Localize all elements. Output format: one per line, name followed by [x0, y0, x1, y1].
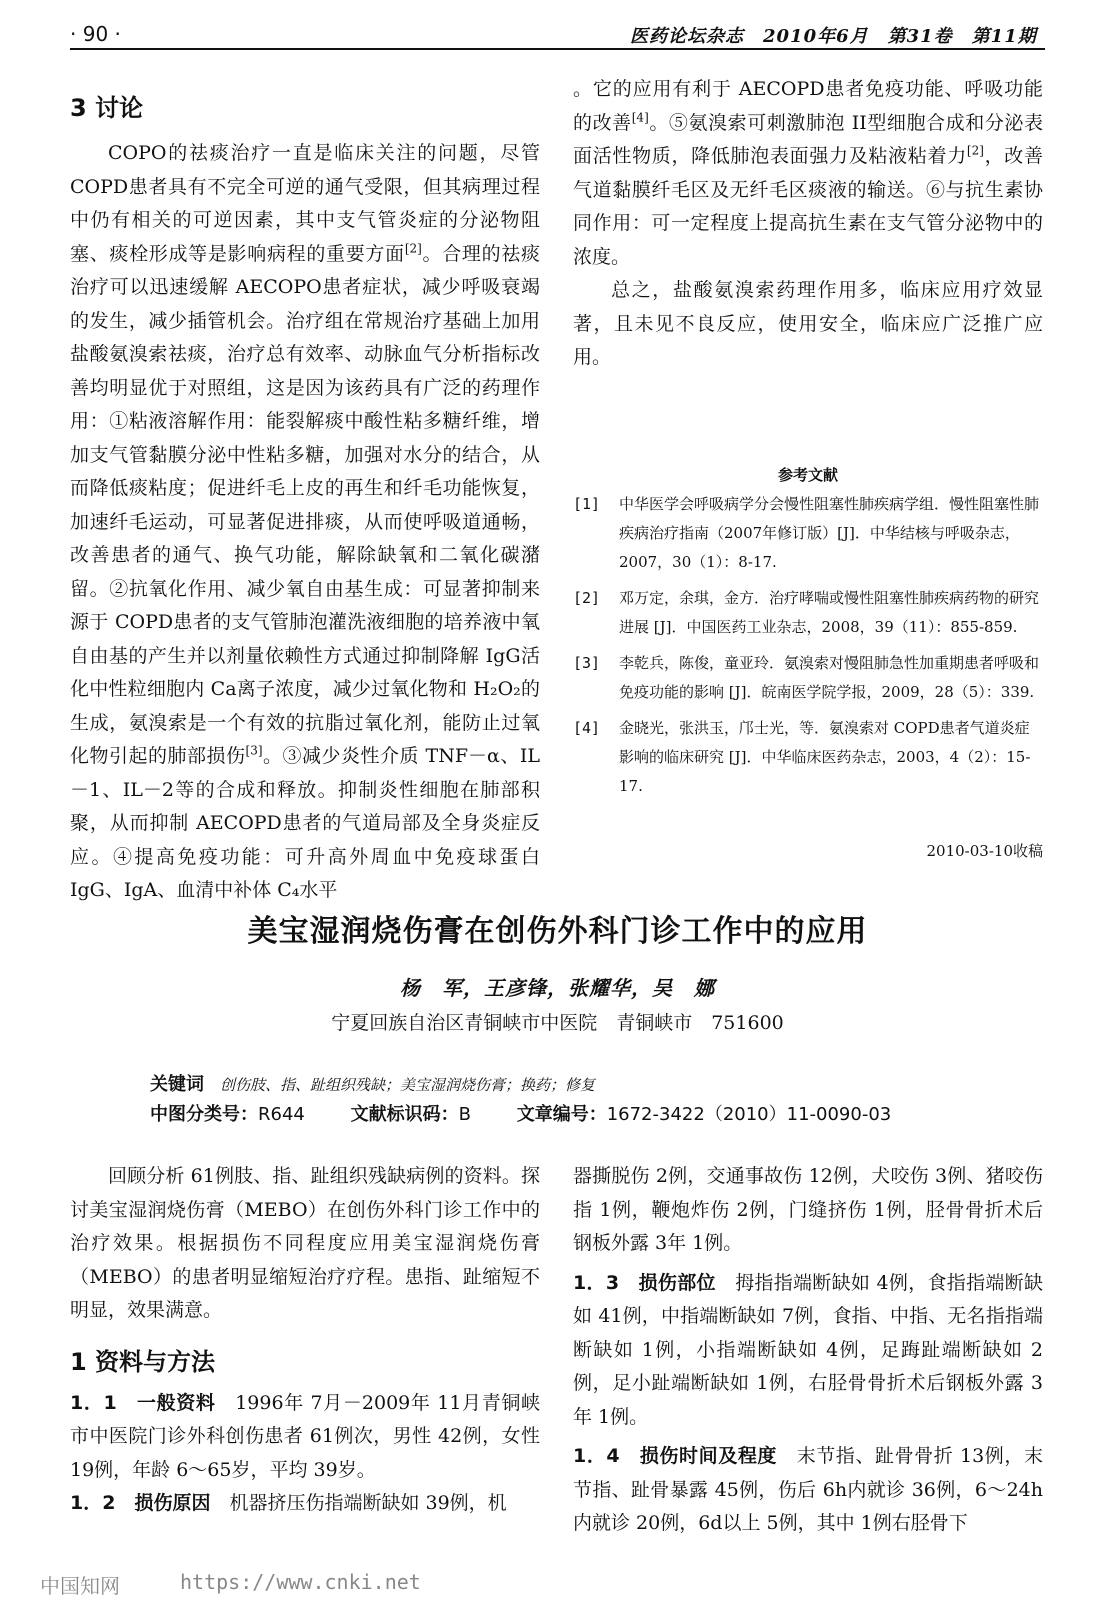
citation: [2] — [966, 143, 984, 158]
section-1-3: 1．3 损伤部位 拇指指端断缺如 4例，食指指端断缺如 41例，中指端断缺如 7例，食指、中指、无名指指端断缺如 1例，小指端断缺如 4例，足踇趾端断缺如 2例，足小趾端断缺如 1例，右胫骨骨折术后钢板外露 3年 1例。 — [573, 1271, 1043, 1428]
discussion-paragraph-1: COPO的祛痰治疗一直是临床关注的问题，尽管 COPD患者具有不完全可逆的通气受限，但其病理过程中仍有相关的可逆因素，其中支气管炎症的分泌物阻塞、痰栓形成等是影响病程的重要方面[2]。合理的祛痰治疗可以迅速缓解 AECOPO患者症状，减少呼吸衰竭的发生，减少插管机会。治疗组在常规治疗基础上加用盐酸氨溴索祛痰，治疗总有效率、动脉血气分析指标改善均明显优于对照组，这是因为该药具有广泛的药理作用：①粘液溶解作用：能裂解痰中酸性粘多糖纤维，增加支气管黏膜分泌中性粘多糖，加强对水分的结合，从而降低痰粘度；促进纤毛上皮的再生和纤毛功能恢复，加速纤毛运动，可显著促进排痰，从而使呼吸道通畅，改善患者的通气、换气功能，解除缺氧和二氧化碳潴留。②抗氧化作用、减少氧自由基生成：可显著抑制来源于 COPD患者的支气管肺泡灌洗液细胞的培养液中氧自由基的产生并以剂量依赖性方式通过抑制降解 IgG活化中性粒细胞内 Ca离子浓度，减少过氧化物和 H₂O₂的生成，氨溴索是一个有效的抗脂过氧化剂，能防止过氧化物引起的肺部损伤[3]。③减少炎性介质 TNF－α、IL－1、IL－2等的合成和释放。抑制炎性细胞在肺部积聚，从而抑制 AECOPD患者的气道局部及全身炎症反应。④提高免疫功能：可升高外周血中免疫球蛋白 IgG、IgA、血清中补体 C₄水平 — [70, 142, 540, 901]
article-number-value: 1672-3422（2010）11-0090-03 — [606, 1104, 892, 1125]
reference-item: [3] 李乾兵，陈俊，童亚玲．氨溴索对慢阻肺急性加重期患者呼吸和免疫功能的影响 [J]．皖南医学院学报，2009，28（5）：339. — [573, 654, 1040, 701]
cnki-logo: 中国知网 — [40, 1574, 120, 1598]
article-abstract: 回顾分析 61例肢、指、趾组织残缺病例的资料。探讨美宝湿润烧伤膏（MEBO）在创伤外科门诊工作中的治疗效果。根据损伤不同程度应用美宝湿润烧伤膏（MEBO）的患者明显缩短治疗疗程。患指、趾缩短不明显，效果满意。 — [70, 1165, 540, 1321]
citation: [2] — [404, 241, 422, 256]
keywords-value: 创伤肢、指、趾组织残缺；美宝湿润烧伤膏；换药；修复 — [220, 1076, 596, 1094]
doc-code-value: B — [458, 1104, 471, 1125]
references-title: 参考文献 — [777, 466, 838, 484]
article-body-left — [70, 1160, 540, 1521]
article-title: 美宝湿润烧伤膏在创伤外科门诊工作中的应用 — [247, 914, 868, 949]
discussion-paragraph-1-cont: 。它的应用有利于 AECOPD患者免疫功能、呼吸功能的改善[4]。⑤氨溴索可刺激肺泡 II型细胞合成和分泌表面活性物质，降低肺泡表面强力及粘液粘着力[2]，改善气道黏膜纤毛区及无纤毛区痰液的输送。⑥与抗生素协同作用：可一定程度上提高抗生素在支气管分泌物中的浓度。 — [573, 78, 1043, 268]
citation: [3] — [245, 743, 263, 758]
doc-code-label: 文献标识码： — [350, 1104, 459, 1125]
received-date: 2010-03-10收稿 — [926, 842, 1043, 860]
reference-item: [4] 金晓光，张洪玉，邝士光，等．氨溴索对 COPD患者气道炎症影响的临床研究 [J]．中华临床医药杂志，2003，4（2）：15-17. — [573, 719, 1031, 795]
discussion-paragraph-2: 总之，盐酸氨溴索药理作用多，临床应用疗效显著，且未见不良反应，使用安全，临床应广泛推广应用。 — [573, 279, 1043, 368]
journal-header: 医药论坛杂志 2010年6月 第31卷 第11期 — [630, 26, 1037, 47]
article-affiliation: 宁夏回族自治区青铜峡市中医院 青铜峡市 751600 — [331, 1012, 784, 1034]
page-number: · 90 · — [70, 22, 121, 46]
classification-line — [150, 1100, 1050, 1126]
cnki-url[interactable]: https://www.cnki.net — [180, 1570, 421, 1594]
section-1-2-cont: 器撕脱伤 2例，交通事故伤 12例，犬咬伤 3例、猪咬伤指 1例，鞭炮炸伤 2例，门缝挤伤 1例，胫骨骨折术后钢板外露 3年 1例。 — [573, 1165, 1043, 1254]
clc-value: R644 — [258, 1104, 305, 1125]
clc-label: 中图分类号： — [150, 1104, 258, 1125]
article-number-label: 文章编号： — [516, 1104, 607, 1125]
discussion-continuation — [573, 73, 1043, 375]
keywords-label: 关键词 — [150, 1074, 204, 1095]
discussion-section — [70, 88, 540, 901]
section-1-1: 1．1 一般资料 1996年 7月－2009年 11月青铜峡市中医院门诊外科创伤患者 61例次，男性 42例，女性 19例，年龄 6～65岁，平均 39岁。 — [70, 1391, 540, 1481]
references-list — [573, 490, 1043, 808]
article-authors: 杨 军，王彦锋，张耀华，吴 娜 — [400, 976, 715, 1000]
reference-item: [2] 邓万定，余琪，金方．治疗哮喘或慢性阻塞性肺疾病药物的研究进展 [J]．中国医药工业杂志，2008，39（11）：855-859. — [573, 589, 1040, 636]
section-1-4: 1．4 损伤时间及程度 末节指、趾骨骨折 13例，末节指、趾骨暴露 45例，伤后 6h内就诊 36例，6～24h内就诊 20例，6d以上 5例，其中 1例右胫骨下 — [573, 1445, 1043, 1534]
header-rule — [70, 48, 1045, 50]
methods-heading: 1 资料与方法 — [70, 1347, 216, 1376]
citation: [4] — [631, 110, 649, 125]
article-body-right — [573, 1160, 1043, 1541]
section-1-2: 1．2 损伤原因 机器挤压伤指端断缺如 39例，机 — [70, 1492, 507, 1514]
reference-item: [1] 中华医学会呼吸病学分会慢性阻塞性肺疾病学组．慢性阻塞性肺疾病治疗指南（2007年修订版）[J]．中华结核与呼吸杂志，2007，30（1）：8-17. — [573, 495, 1040, 571]
keywords-line — [150, 1070, 1050, 1096]
discussion-heading: 3 讨论 — [70, 94, 144, 122]
